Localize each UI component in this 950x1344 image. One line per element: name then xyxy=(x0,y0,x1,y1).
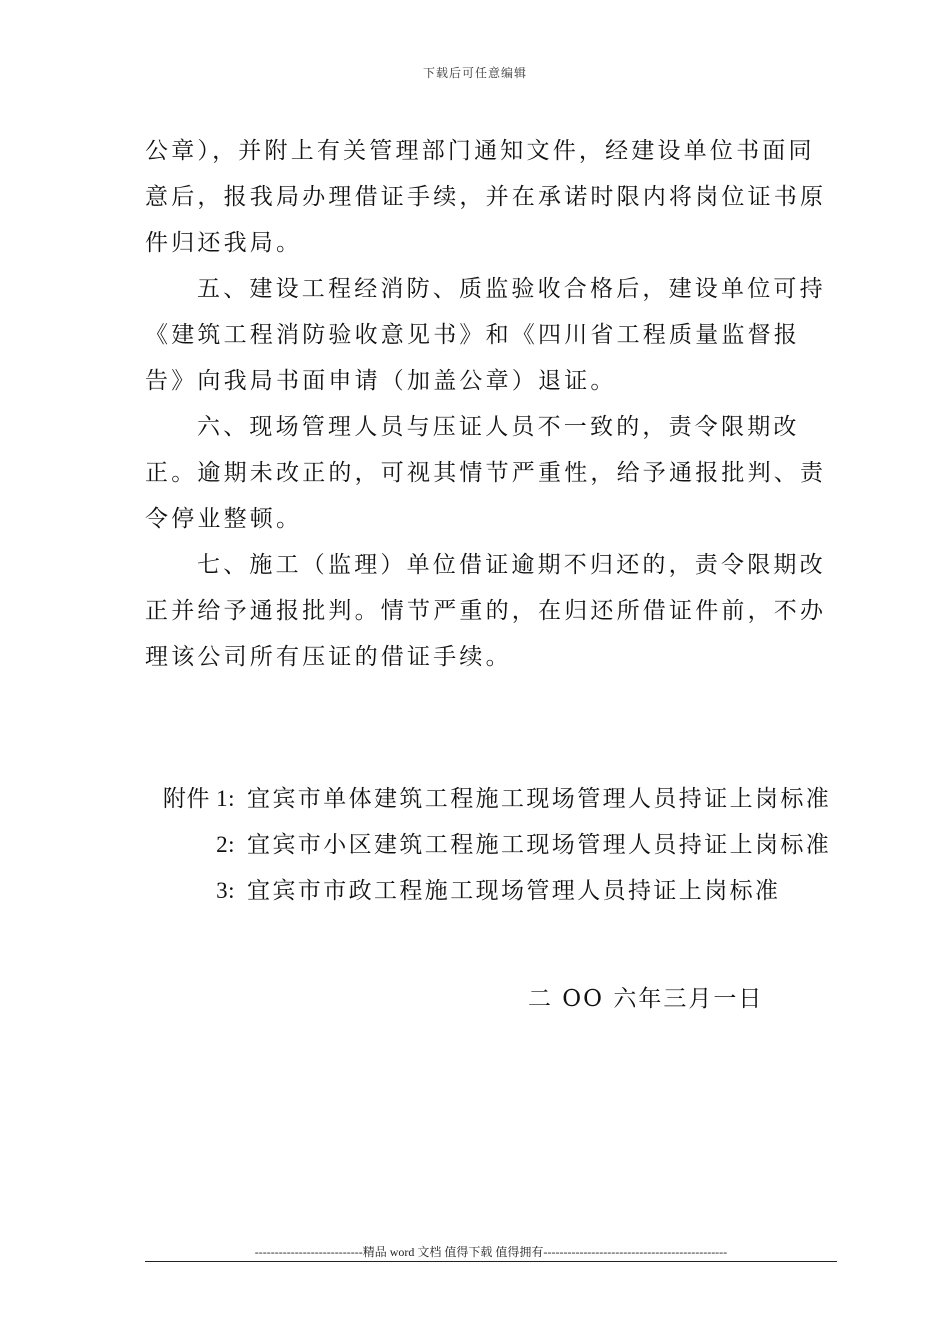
attachment-number: 附件 1: xyxy=(162,786,235,811)
paragraph-item-6: 六、现场管理人员与压证人员不一致的，责令限期改正。逾期未改正的，可视其情节严重性，给予通报批判、责令停业整顿。 xyxy=(145,414,827,532)
paragraph-item-7: 七、施工（监理）单位借证逾期不归还的，责令限期改正并给予通报批判。情节严重的，在归还所借证件前，不办理该公司所有压证的借证手续。 xyxy=(145,552,827,670)
footer-divider xyxy=(145,1261,837,1262)
attachment-item xyxy=(145,868,845,914)
attachment-list xyxy=(145,776,845,914)
document-date: 二 OO 六年三月一日 xyxy=(528,986,764,1012)
attachment-title: 宜宾市单体建筑工程施工现场管理人员持证上岗标准 xyxy=(247,786,832,812)
attachment-item xyxy=(145,822,845,868)
paragraph-item-5: 五、建设工程经消防、质监验收合格后，建设单位可持《建筑工程消防验收意见书》和《四川省工程质量监督报告》向我局书面申请（加盖公章）退证。 xyxy=(145,276,826,394)
attachment-number: 2: xyxy=(216,832,235,857)
attachment-item xyxy=(145,776,845,822)
attachment-title: 宜宾市小区建筑工程施工现场管理人员持证上岗标准 xyxy=(247,832,832,858)
attachment-title: 宜宾市市政工程施工现场管理人员持证上岗标准 xyxy=(247,878,781,904)
paragraph-continuation: 公章），并附上有关管理部门通知文件，经建设单位书面同意后，报我局办理借证手续，并在承诺时限内将岗位证书原件归还我局。 xyxy=(145,138,827,256)
attachment-number: 3: xyxy=(216,878,235,903)
document-body xyxy=(145,128,837,680)
page-footer: ---------------------------精品 word 文档 值得下载 值得拥有---------------------------------------------- xyxy=(254,1245,728,1259)
page-header: 下载后可任意编辑 xyxy=(422,66,527,80)
